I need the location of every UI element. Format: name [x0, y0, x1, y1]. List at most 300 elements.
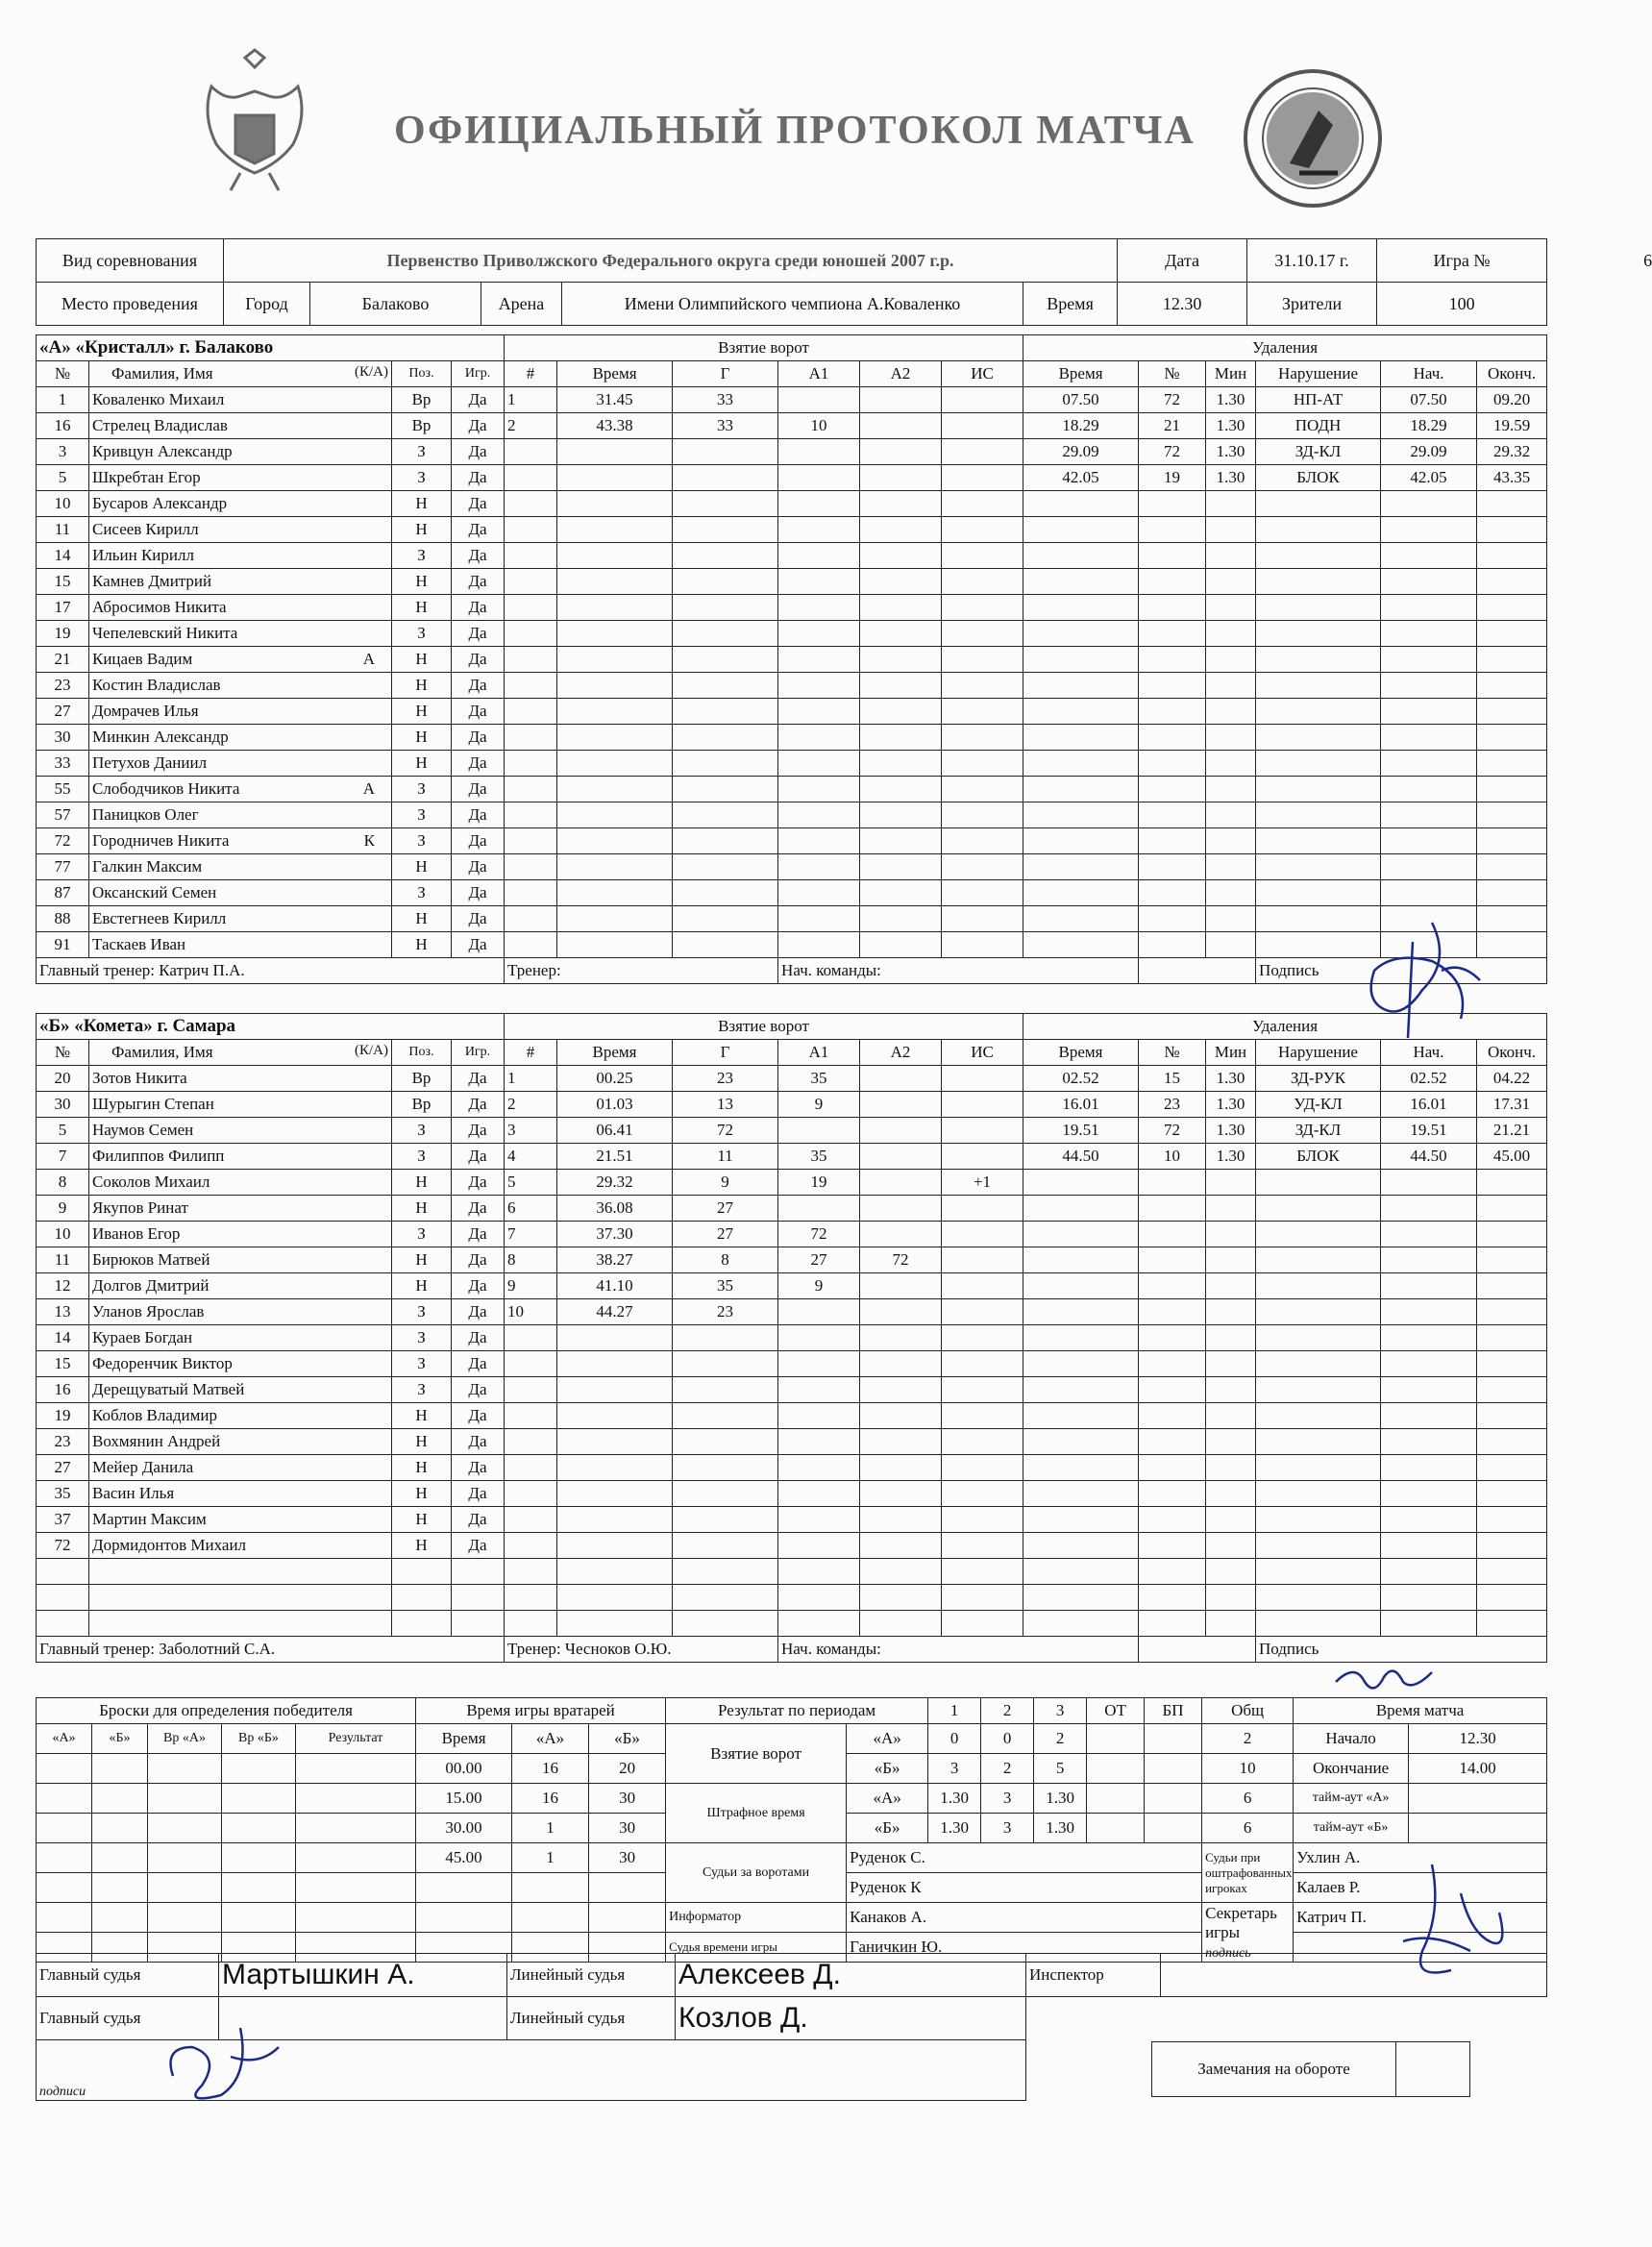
player-name: Коваленко Михаил: [89, 387, 392, 413]
goal-empty-cell: [942, 802, 1023, 828]
player-row: [37, 543, 1547, 569]
goals-a-bp: [1145, 1724, 1202, 1754]
goal-empty-cell: [942, 1403, 1023, 1429]
goal-assist-2: [860, 1144, 942, 1170]
col-header-pen-no: №: [1139, 1040, 1206, 1066]
penalty-empty-cell: [1023, 1196, 1139, 1222]
penalty-end: 09.20: [1477, 387, 1547, 413]
goal-empty-cell: [673, 1585, 778, 1611]
player-name: Иванов Егор: [89, 1222, 392, 1247]
penalty-empty-cell: [1256, 1507, 1381, 1533]
penalty-empty-cell: [1206, 751, 1256, 777]
penalty-empty-cell: [1206, 647, 1256, 673]
player-number: 15: [37, 1351, 89, 1377]
gk-row-b: 30: [589, 1814, 666, 1843]
end-label: Окончание: [1294, 1754, 1409, 1784]
goal-assist-2: [860, 1273, 942, 1299]
penalty-empty-cell: [1381, 595, 1477, 621]
pim-a-p2: 3: [981, 1784, 1034, 1814]
goal-situation: [942, 1118, 1023, 1144]
player-name: Бирюков Матвей: [89, 1247, 392, 1273]
penalty-judge-2: Калаев Р.: [1294, 1873, 1547, 1903]
penalty-empty-cell: [1023, 1559, 1139, 1585]
col-header-pen-start: Нач.: [1381, 361, 1477, 387]
player-row: [37, 1559, 1547, 1585]
goal-empty-cell: [860, 1481, 942, 1507]
goal-empty-cell: [557, 828, 673, 854]
penalty-empty-cell: [1139, 1247, 1206, 1273]
goal-assist-2: [860, 1222, 942, 1247]
date-label: Дата: [1118, 239, 1247, 283]
goal-empty-cell: [505, 465, 557, 491]
goal-empty-cell: [673, 1611, 778, 1637]
penalty-empty-cell: [1206, 932, 1256, 958]
player-name: Якупов Ринат: [89, 1196, 392, 1222]
player-name: [89, 1585, 392, 1611]
penalty-start: 29.09: [1381, 439, 1477, 465]
shootout-col-result: Результат: [296, 1724, 416, 1754]
player-played: Да: [452, 465, 505, 491]
goal-empty-cell: [505, 725, 557, 751]
penalty-empty-cell: [1139, 802, 1206, 828]
gk-row-time: 00.00: [416, 1754, 512, 1784]
goal-empty-cell: [860, 439, 942, 465]
goal-scorer: 27: [673, 1196, 778, 1222]
player-played: [452, 1611, 505, 1637]
penalty-empty-cell: [1477, 1533, 1547, 1559]
goal-scorer: 23: [673, 1066, 778, 1092]
penalty-empty-cell: [1139, 1403, 1206, 1429]
penalty-violation: ЗД-РУК: [1256, 1066, 1381, 1092]
penalty-player: 23: [1139, 1092, 1206, 1118]
goal-empty-cell: [673, 1377, 778, 1403]
player-position: Н: [392, 751, 452, 777]
col-header-assist-2: А2: [860, 1040, 942, 1066]
player-name: Ильин Кирилл: [89, 543, 392, 569]
penalty-violation: УД-КЛ: [1256, 1092, 1381, 1118]
player-number: 5: [37, 465, 89, 491]
goal-empty-cell: [673, 439, 778, 465]
col-header-goal-scorer: Г: [673, 361, 778, 387]
goal-empty-cell: [942, 1351, 1023, 1377]
player-number: 16: [37, 1377, 89, 1403]
goal-empty-cell: [557, 880, 673, 906]
penalty-empty-cell: [1206, 1455, 1256, 1481]
penalty-empty-cell: [1381, 1222, 1477, 1247]
goal-time: 06.41: [557, 1118, 673, 1144]
goal-empty-cell: [673, 802, 778, 828]
pim-b-p2: 3: [981, 1814, 1034, 1843]
penalty-start: 44.50: [1381, 1144, 1477, 1170]
goal-empty-cell: [942, 751, 1023, 777]
goal-empty-cell: [505, 699, 557, 725]
penalty-empty-cell: [1381, 1351, 1477, 1377]
penalty-violation: ЗД-КЛ: [1256, 1118, 1381, 1144]
player-number: 27: [37, 1455, 89, 1481]
goal-empty-cell: [942, 1455, 1023, 1481]
penalty-empty-cell: [1139, 569, 1206, 595]
pim-row-label: Штрафное время: [666, 1784, 847, 1843]
penalty-empty-cell: [1139, 673, 1206, 699]
penalty-empty-cell: [1256, 1222, 1381, 1247]
col-header-goal-no: #: [505, 1040, 557, 1066]
penalty-player: 10: [1139, 1144, 1206, 1170]
city-value: Балаково: [310, 283, 481, 326]
player-position: З: [392, 1118, 452, 1144]
penalty-empty-cell: [1023, 777, 1139, 802]
goal-empty-cell: [505, 751, 557, 777]
goal-empty-cell: [860, 906, 942, 932]
player-played: Да: [452, 413, 505, 439]
col-header-no: №: [37, 361, 89, 387]
penalty-time: 42.05: [1023, 465, 1139, 491]
goal-judge-2: Руденок К: [847, 1873, 1202, 1903]
player-number: 23: [37, 673, 89, 699]
goal-empty-cell: [942, 491, 1023, 517]
goal-empty-cell: [778, 465, 860, 491]
penalty-end: 19.59: [1477, 413, 1547, 439]
penalty-empty-cell: [1206, 906, 1256, 932]
penalty-empty-cell: [1023, 569, 1139, 595]
penalty-empty-cell: [1381, 828, 1477, 854]
penalty-empty-cell: [1206, 543, 1256, 569]
penalty-empty-cell: [1256, 725, 1381, 751]
goal-empty-cell: [778, 854, 860, 880]
penalty-empty-cell: [1256, 1429, 1381, 1455]
penalty-empty-cell: [1023, 854, 1139, 880]
penalty-empty-cell: [1139, 751, 1206, 777]
penalty-empty-cell: [1381, 543, 1477, 569]
penalty-empty-cell: [1256, 828, 1381, 854]
gk-row-b: 20: [589, 1754, 666, 1784]
goal-empty-cell: [673, 569, 778, 595]
penalty-empty-cell: [1206, 1481, 1256, 1507]
penalty-minutes: 1.30: [1206, 1066, 1256, 1092]
penalty-empty-cell: [1477, 1429, 1547, 1455]
penalty-empty-cell: [1256, 854, 1381, 880]
player-name: Домрачев Илья: [89, 699, 392, 725]
goal-empty-cell: [557, 906, 673, 932]
penalty-violation: ПОДН: [1256, 413, 1381, 439]
goal-scorer: 11: [673, 1144, 778, 1170]
arena-value: Имени Олимпийского чемпиона А.Коваленко: [562, 283, 1023, 326]
penalty-empty-cell: [1206, 880, 1256, 906]
player-row: [37, 1377, 1547, 1403]
goal-empty-cell: [505, 828, 557, 854]
player-played: Да: [452, 1481, 505, 1507]
player-number: 14: [37, 1325, 89, 1351]
player-played: Да: [452, 854, 505, 880]
goal-empty-cell: [557, 1325, 673, 1351]
goal-empty-cell: [673, 725, 778, 751]
player-position: З: [392, 439, 452, 465]
goal-situation: [942, 1222, 1023, 1247]
player-name: Долгов Дмитрий: [89, 1273, 392, 1299]
penalty-empty-cell: [1023, 725, 1139, 751]
goal-empty-cell: [673, 1455, 778, 1481]
col-header-violation: Нарушение: [1256, 1040, 1381, 1066]
goal-empty-cell: [505, 673, 557, 699]
goal-empty-cell: [557, 517, 673, 543]
goal-empty-cell: [505, 880, 557, 906]
goal-empty-cell: [505, 1481, 557, 1507]
player-position: З: [392, 880, 452, 906]
goal-time: 44.27: [557, 1299, 673, 1325]
document-title: ОФИЦИАЛЬНЫЙ ПРОТОКОЛ МАТЧА: [394, 109, 1196, 153]
player-name: Оксанский Семен: [89, 880, 392, 906]
goal-empty-cell: [778, 1611, 860, 1637]
penalty-empty-cell: [1139, 1222, 1206, 1247]
player-position: З: [392, 1351, 452, 1377]
penalty-judge-1: Ухлин А.: [1294, 1843, 1547, 1873]
penalty-empty-cell: [1256, 1325, 1381, 1351]
player-position: Н: [392, 932, 452, 958]
gk-row-time: 45.00: [416, 1843, 512, 1873]
period-col-ot: ОТ: [1087, 1698, 1145, 1724]
penalty-empty-cell: [1139, 777, 1206, 802]
goal-empty-cell: [942, 517, 1023, 543]
gk-row-a: 1: [512, 1843, 589, 1873]
inspector-label: Инспектор: [1026, 1954, 1161, 1997]
player-number: 7: [37, 1144, 89, 1170]
team-a-signature: Подпись: [1256, 958, 1547, 984]
penalty-empty-cell: [1256, 699, 1381, 725]
penalty-empty-cell: [1381, 491, 1477, 517]
goal-assist-1: [778, 387, 860, 413]
penalty-empty-cell: [1381, 1559, 1477, 1585]
time-value: 12.30: [1118, 283, 1247, 326]
penalty-empty-cell: [1381, 880, 1477, 906]
goal-empty-cell: [557, 439, 673, 465]
col-header-situation: ИС: [942, 1040, 1023, 1066]
col-header-situation: ИС: [942, 361, 1023, 387]
team-b-team-chief: Нач. команды:: [778, 1637, 1139, 1663]
player-number: 10: [37, 491, 89, 517]
penalty-empty-cell: [1206, 491, 1256, 517]
col-header-pen-time: Время: [1023, 361, 1139, 387]
player-played: Да: [452, 517, 505, 543]
goal-empty-cell: [942, 673, 1023, 699]
player-number: 87: [37, 880, 89, 906]
player-number: 30: [37, 1092, 89, 1118]
player-name: Мартин Максим: [89, 1507, 392, 1533]
player-played: Да: [452, 880, 505, 906]
goal-empty-cell: [505, 802, 557, 828]
penalty-empty-cell: [1206, 802, 1256, 828]
col-header-assist-1: А1: [778, 361, 860, 387]
gk-row-b: 30: [589, 1843, 666, 1873]
penalty-empty-cell: [1023, 1507, 1139, 1533]
team-a-team-chief: Нач. команды:: [778, 958, 1139, 984]
player-row: [37, 880, 1547, 906]
goal-number: 2: [505, 413, 557, 439]
player-name: Сисеев Кирилл: [89, 517, 392, 543]
goal-empty-cell: [505, 854, 557, 880]
player-row: [37, 1066, 1547, 1092]
goal-empty-cell: [557, 673, 673, 699]
goal-empty-cell: [942, 699, 1023, 725]
goal-scorer: 23: [673, 1299, 778, 1325]
goal-scorer: 13: [673, 1092, 778, 1118]
goal-empty-cell: [860, 1559, 942, 1585]
arena-label: Арена: [481, 283, 562, 326]
penalty-empty-cell: [1023, 517, 1139, 543]
goal-empty-cell: [557, 1533, 673, 1559]
goal-number: 3: [505, 1118, 557, 1144]
player-played: Да: [452, 1222, 505, 1247]
penalty-empty-cell: [1139, 1273, 1206, 1299]
timeout-b-label: тайм-аут «Б»: [1294, 1814, 1409, 1843]
penalty-empty-cell: [1206, 828, 1256, 854]
goal-assist-1: 9: [778, 1273, 860, 1299]
player-played: Да: [452, 543, 505, 569]
player-number: 91: [37, 932, 89, 958]
penalty-empty-cell: [1477, 1455, 1547, 1481]
penalty-empty-cell: [1381, 1455, 1477, 1481]
goal-empty-cell: [860, 751, 942, 777]
goal-time: 29.32: [557, 1170, 673, 1196]
penalty-empty-cell: [1477, 673, 1547, 699]
player-position: З: [392, 1299, 452, 1325]
penalty-empty-cell: [1381, 1170, 1477, 1196]
goal-empty-cell: [942, 1377, 1023, 1403]
goal-empty-cell: [860, 491, 942, 517]
goal-assist-1: 35: [778, 1066, 860, 1092]
penalty-empty-cell: [1023, 1351, 1139, 1377]
goal-empty-cell: [505, 1507, 557, 1533]
penalty-end: 45.00: [1477, 1144, 1547, 1170]
team-a-penalties-header: Удаления: [1023, 335, 1547, 361]
goal-empty-cell: [557, 647, 673, 673]
goal-number: 10: [505, 1299, 557, 1325]
player-played: Да: [452, 1273, 505, 1299]
goal-empty-cell: [860, 517, 942, 543]
goal-empty-cell: [557, 1455, 673, 1481]
player-name: Минкин Александр: [89, 725, 392, 751]
goals-b-bp: [1145, 1754, 1202, 1784]
penalty-minutes: 1.30: [1206, 465, 1256, 491]
penalty-empty-cell: [1477, 880, 1547, 906]
player-name: Паницков Олег: [89, 802, 392, 828]
penalty-empty-cell: [1206, 1507, 1256, 1533]
player-name: Городничев Никита К: [89, 828, 392, 854]
penalty-end: 43.35: [1477, 465, 1547, 491]
goal-empty-cell: [778, 932, 860, 958]
penalty-player: 21: [1139, 413, 1206, 439]
penalty-empty-cell: [1477, 1273, 1547, 1299]
gk-row-a: 16: [512, 1754, 589, 1784]
shootout-col-b: «Б»: [92, 1724, 148, 1754]
penalty-empty-cell: [1256, 517, 1381, 543]
player-position: Н: [392, 595, 452, 621]
goal-situation: [942, 1273, 1023, 1299]
penalty-empty-cell: [1381, 725, 1477, 751]
start-label: Начало: [1294, 1724, 1409, 1754]
goal-empty-cell: [860, 465, 942, 491]
city-label: Город: [224, 283, 310, 326]
penalty-empty-cell: [1139, 1455, 1206, 1481]
player-position: Вр: [392, 413, 452, 439]
col-header-goal-time: Время: [557, 1040, 673, 1066]
player-played: Да: [452, 1170, 505, 1196]
penalty-empty-cell: [1023, 1455, 1139, 1481]
player-played: Да: [452, 777, 505, 802]
player-row: [37, 595, 1547, 621]
player-played: Да: [452, 595, 505, 621]
penalty-empty-cell: [1381, 569, 1477, 595]
team-a-head-coach: Главный тренер: Катрич П.А.: [37, 958, 505, 984]
player-number: 9: [37, 1196, 89, 1222]
player-row: [37, 751, 1547, 777]
match-time-header: Время матча: [1294, 1698, 1547, 1724]
pim-a-label: «А»: [847, 1784, 928, 1814]
shootout-col-gk-a: Вр «А»: [148, 1724, 222, 1754]
pim-b-ot: [1087, 1814, 1145, 1843]
penalty-empty-cell: [1256, 1455, 1381, 1481]
goal-empty-cell: [778, 802, 860, 828]
player-number: 20: [37, 1066, 89, 1092]
penalty-empty-cell: [1023, 673, 1139, 699]
player-name: Кривцун Александр: [89, 439, 392, 465]
penalty-empty-cell: [1023, 491, 1139, 517]
goal-time: 01.03: [557, 1092, 673, 1118]
goal-empty-cell: [860, 1325, 942, 1351]
player-played: Да: [452, 439, 505, 465]
goal-empty-cell: [778, 1403, 860, 1429]
player-name: Дормидонтов Михаил: [89, 1533, 392, 1559]
player-played: Да: [452, 647, 505, 673]
competition-name: Первенство Приволжского Федерального округа среди юношей 2007 г.р.: [224, 239, 1118, 283]
player-number: 11: [37, 517, 89, 543]
penalty-empty-cell: [1139, 699, 1206, 725]
player-played: Да: [452, 1429, 505, 1455]
goal-empty-cell: [778, 1429, 860, 1455]
gk-col-a: «А»: [512, 1724, 589, 1754]
goal-number: 2: [505, 1092, 557, 1118]
player-number: 23: [37, 1429, 89, 1455]
player-row: [37, 1481, 1547, 1507]
player-row: [37, 1118, 1547, 1144]
penalty-empty-cell: [1256, 880, 1381, 906]
goal-time: 38.27: [557, 1247, 673, 1273]
col-header-goal-no: #: [505, 361, 557, 387]
goal-empty-cell: [557, 491, 673, 517]
player-number: 35: [37, 1481, 89, 1507]
player-row: [37, 1144, 1547, 1170]
goal-empty-cell: [778, 906, 860, 932]
goal-empty-cell: [505, 439, 557, 465]
player-number: 21: [37, 647, 89, 673]
penalty-empty-cell: [1256, 777, 1381, 802]
goal-empty-cell: [505, 1403, 557, 1429]
penalty-start: 19.51: [1381, 1118, 1477, 1144]
hockey-federation-seal: [1242, 67, 1384, 210]
goal-assist-1: [778, 1196, 860, 1222]
player-number: 57: [37, 802, 89, 828]
goals-a-ot: [1087, 1724, 1145, 1754]
penalty-empty-cell: [1477, 621, 1547, 647]
goal-empty-cell: [557, 1507, 673, 1533]
penalty-empty-cell: [1139, 1377, 1206, 1403]
goal-empty-cell: [557, 595, 673, 621]
secretary-value: Катрич П.: [1294, 1903, 1547, 1933]
player-position: Н: [392, 1196, 452, 1222]
penalty-minutes: 1.30: [1206, 439, 1256, 465]
goal-empty-cell: [778, 491, 860, 517]
penalty-empty-cell: [1023, 802, 1139, 828]
penalty-empty-cell: [1477, 1377, 1547, 1403]
goal-assist-2: [860, 1170, 942, 1196]
